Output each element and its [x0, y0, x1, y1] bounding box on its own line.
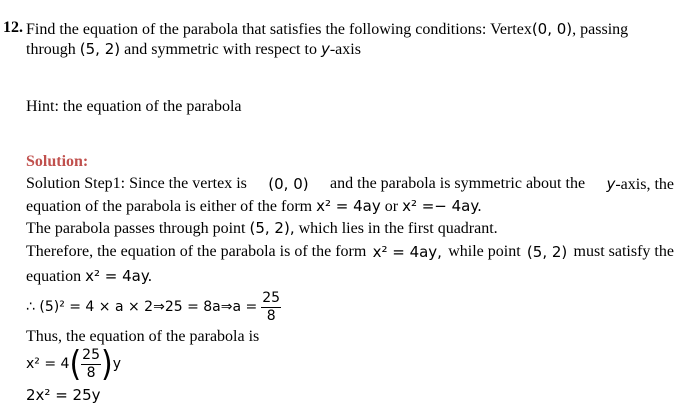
- question-text: -axis: [329, 41, 361, 58]
- final-equation-1: x² = 4( $\frac{25}{8}$ )y: [26, 343, 121, 385]
- solution-text: while point: [448, 243, 521, 260]
- equation-form-b: x² =− 4ay.: [402, 197, 482, 215]
- question-text: Find the equation of the parabola that satisfies the following conditions: Vertex: [26, 21, 532, 38]
- vertex-value: (0, 0): [531, 20, 573, 38]
- equation-form: x² = 4ay,: [372, 243, 442, 261]
- solution-heading: Solution:: [26, 153, 89, 170]
- axis-variable: y: [320, 40, 330, 58]
- question-line-2: [26, 39, 361, 60]
- point-value: (5, 2): [526, 243, 568, 261]
- final-equation-lhs: x² = 4: [26, 356, 70, 373]
- solution-text: or: [384, 198, 399, 215]
- point-value: (5, 2),: [249, 219, 295, 237]
- question-line-1: [26, 19, 628, 40]
- solution-text: which lies in the first quadrant.: [298, 220, 498, 237]
- equation-form-a: x² = 4ay: [316, 197, 381, 215]
- fraction: [81, 347, 101, 382]
- solution-text: Therefore, the equation of the parabola is of the form: [26, 243, 367, 260]
- calculation-expression: ∴ (5)² = 4 × a × 2⇒25 = 8a⇒a =: [26, 299, 258, 316]
- solution-line-4: [26, 242, 674, 262]
- equation-form: x² = 4ay.: [85, 267, 153, 285]
- calculation-line: [26, 290, 281, 325]
- thus-line: Thus, the equation of the parabola is: [26, 328, 260, 345]
- solution-text: Solution Step1: Since the vertex is: [26, 175, 247, 192]
- solution-line-3: [26, 218, 498, 239]
- fraction: [261, 290, 281, 325]
- question-text: through: [26, 41, 76, 58]
- question-text-tail: , passing: [572, 21, 629, 38]
- vertex-value: (0, 0): [268, 175, 309, 193]
- solution-line-5: [26, 266, 152, 287]
- hint-text: Hint: the equation of the parabola: [26, 98, 242, 115]
- solution-text: equation: [26, 268, 82, 285]
- solution-text: and the parabola is symmetric about the: [330, 175, 586, 192]
- solution-text: equation of the parabola is either of the form: [26, 198, 313, 215]
- fraction-denominator: 8: [266, 308, 276, 324]
- final-equation-2: 2x² = 25y: [26, 386, 101, 404]
- solution-text: The parabola passes through point: [26, 220, 246, 237]
- question-text: and symmetric with respect to: [124, 41, 317, 58]
- solution-line-1: [26, 174, 674, 195]
- fraction-numerator: 25: [82, 347, 100, 363]
- fraction-denominator: 8: [86, 365, 96, 381]
- fraction-numerator: 25: [262, 290, 281, 306]
- final-equation-variable: y: [112, 356, 121, 373]
- axis-variable: y: [606, 175, 616, 193]
- solution-text: must satisfy the: [573, 243, 674, 260]
- question-number: 12.: [3, 19, 23, 36]
- point-value: (5, 2): [79, 40, 121, 58]
- solution-text: -axis, the: [615, 176, 674, 193]
- solution-line-2: [26, 196, 482, 217]
